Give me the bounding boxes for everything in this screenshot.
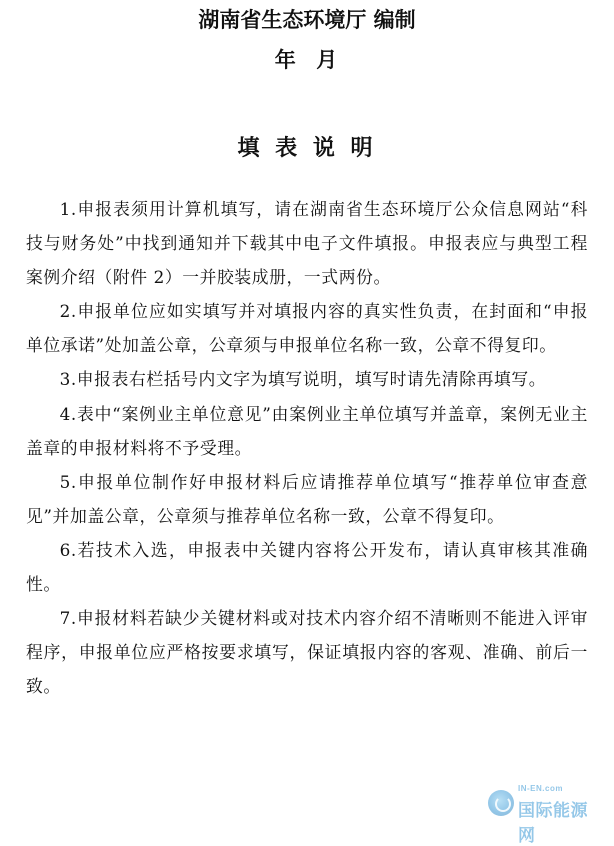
instruction-item-6: 6.若技术入选，申报表中关键内容将公开发布，请认真审核其准确性。 (26, 539, 588, 595)
watermark-en-text: IN-EN.com (518, 784, 563, 793)
issuer-line: 湖南省生态环境厅 编制 (198, 8, 416, 32)
date-line: 年 月 (274, 48, 340, 72)
instruction-item-3: 3.申报表右栏括号内文字为填写说明，填写时请先清除再填写。 (59, 369, 547, 390)
instruction-item-2: 2.申报单位应如实填写并对填报内容的真实性负责，在封面和“申报单位承诺”处加盖公章，公章须与申报单位名称一致，公章不得复印。 (26, 301, 588, 356)
instruction-list (26, 192, 588, 703)
watermark-cn-text: 国际能源网 (518, 801, 588, 846)
instruction-item-1: 1.申报表须用计算机填写，请在湖南省生态环境厅公众信息网站“科技与财务处”中找到通知并下载其中电子文件填报。申报表应与典型工程案例介绍（附件 2）一并胶装成册，一式两份。 (26, 199, 588, 288)
instruction-item-7: 7.申报材料若缺少关键材料或对技术内容介绍不清晰则不能进入评审程序，申报单位应严格按要求填写，保证填报内容的客观、准确、前后一致。 (26, 608, 588, 697)
section-title: 填 表 说 明 (237, 136, 377, 161)
instruction-item-4: 4.表中“案例业主单位意见”由案例业主单位填写并盖章，案例无业主盖章的申报材料将不予受理。 (26, 403, 588, 458)
watermark (488, 780, 600, 846)
globe-logo-icon (488, 790, 514, 816)
instruction-item-5: 5.申报单位制作好申报材料后应请推荐单位填写“推荐单位审查意见”并加盖公章，公章须与推荐单位名称一致，公章不得复印。 (26, 471, 588, 526)
